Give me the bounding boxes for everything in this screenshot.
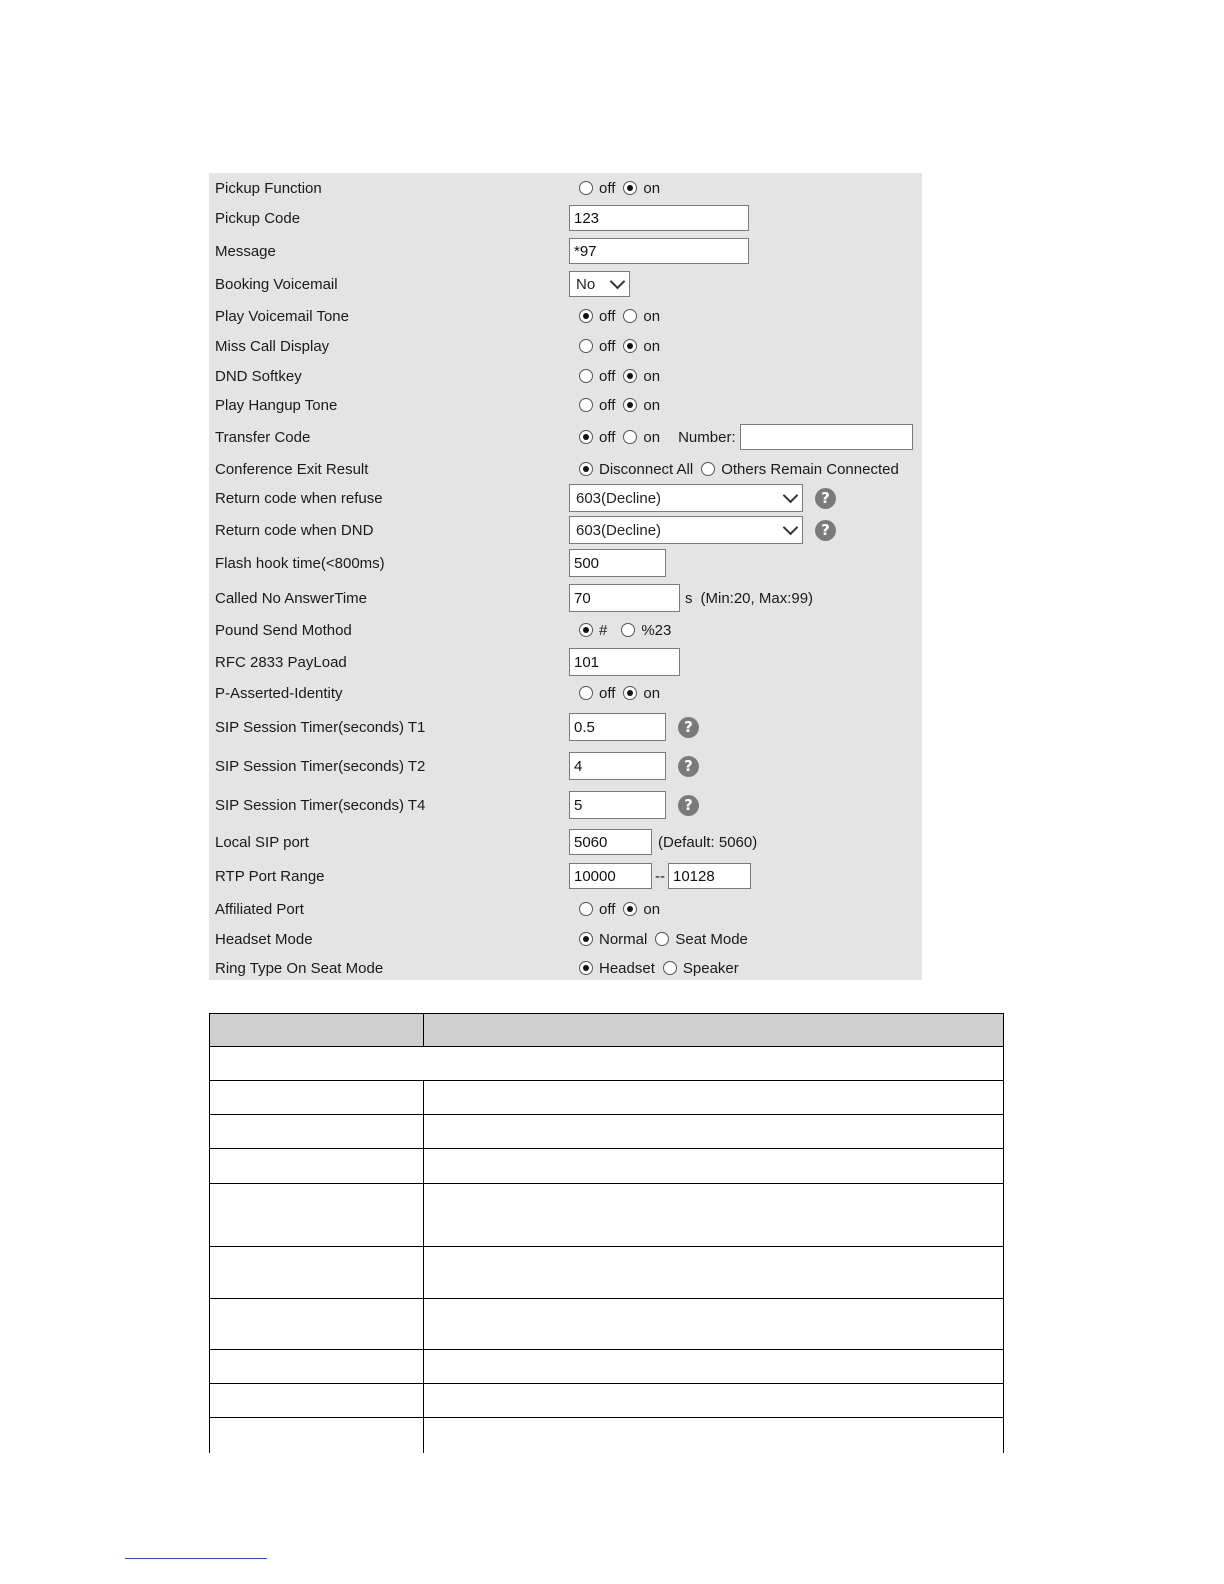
sip-timer-t1-row [209, 712, 922, 742]
pound-send-percent23-radio[interactable] [621, 623, 635, 637]
table-cell [424, 1350, 1004, 1384]
play-hangup-tone-on-label: on [643, 396, 661, 414]
ring-type-speaker-radio[interactable] [663, 961, 677, 975]
affiliated-port-on-label: on [643, 900, 661, 918]
table-cell [210, 1418, 424, 1453]
pickup-function-label: Pickup Function [215, 179, 322, 197]
table-row [210, 1149, 1004, 1183]
return-code-dnd-select[interactable] [569, 516, 803, 544]
headset-mode-row [209, 924, 922, 954]
headset-mode-seat-label: Seat Mode [675, 930, 748, 948]
local-sip-port-label: Local SIP port [215, 833, 309, 851]
table-row [210, 1183, 1004, 1246]
play-voicemail-tone-on-label: on [643, 307, 661, 325]
pound-send-mothod-row [209, 615, 922, 645]
rtp-port-separator: -- [655, 867, 665, 885]
ring-type-headset-radio[interactable] [579, 961, 593, 975]
pickup-code-input[interactable] [569, 205, 749, 231]
miss-call-display-off-radio[interactable] [579, 339, 593, 353]
sip-timer-t2-label: SIP Session Timer(seconds) T2 [215, 757, 426, 775]
called-no-answer-time-unit: s [685, 589, 693, 607]
return-code-dnd-value: 603(Decline) [576, 521, 662, 539]
table-header-row [210, 1014, 1004, 1047]
booking-voicemail-label: Booking Voicemail [215, 275, 338, 293]
transfer-code-off-radio[interactable] [579, 430, 593, 444]
dnd-softkey-label: DND Softkey [215, 367, 302, 385]
sip-timer-t1-label: SIP Session Timer(seconds) T1 [215, 718, 426, 736]
sip-timer-t4-label: SIP Session Timer(seconds) T4 [215, 796, 426, 814]
called-no-answer-time-label: Called No AnswerTime [215, 589, 367, 607]
ring-type-label: Ring Type On Seat Mode [215, 959, 384, 977]
play-voicemail-tone-off-label: off [599, 307, 616, 325]
disconnect-all-radio[interactable] [579, 462, 593, 476]
table-section-row [210, 1047, 1004, 1081]
miss-call-display-on-label: on [643, 337, 661, 355]
pound-send-hash-radio[interactable] [579, 623, 593, 637]
table-cell [424, 1246, 1004, 1298]
pickup-function-off-radio[interactable] [579, 181, 593, 195]
p-asserted-identity-on-radio[interactable] [623, 686, 637, 700]
booking-voicemail-value: No [576, 275, 596, 293]
footnote-separator [125, 1558, 267, 1559]
pickup-function-row [209, 173, 922, 203]
play-hangup-tone-on-radio[interactable] [623, 398, 637, 412]
called-no-answer-time-row [209, 583, 922, 613]
play-hangup-tone-off-label: off [599, 396, 616, 414]
parameter-table [209, 1013, 1004, 1453]
rfc2833-payload-row [209, 647, 922, 677]
headset-mode-label: Headset Mode [215, 930, 313, 948]
transfer-code-on-label: on [643, 428, 661, 446]
play-hangup-tone-label: Play Hangup Tone [215, 396, 338, 414]
sip-timer-t4-row [209, 790, 922, 820]
sip-timer-t2-input[interactable] [569, 752, 666, 780]
return-code-refuse-label: Return code when refuse [215, 489, 383, 507]
miss-call-display-row [209, 331, 922, 361]
message-row [209, 236, 922, 266]
dnd-softkey-on-label: on [643, 367, 661, 385]
return-code-refuse-select[interactable] [569, 484, 803, 512]
table-cell [424, 1418, 1004, 1453]
affiliated-port-on-radio[interactable] [623, 902, 637, 916]
miss-call-display-label: Miss Call Display [215, 337, 330, 355]
local-sip-port-row [209, 827, 922, 857]
p-asserted-identity-label: P-Asserted-Identity [215, 684, 343, 702]
table-cell [210, 1115, 424, 1149]
table-cell [210, 1149, 424, 1183]
p-asserted-identity-row [209, 678, 922, 708]
pickup-function-on-radio[interactable] [623, 181, 637, 195]
play-voicemail-tone-label: Play Voicemail Tone [215, 307, 349, 325]
table-cell [424, 1298, 1004, 1349]
rtp-port-range-label: RTP Port Range [215, 867, 325, 885]
flash-hook-time-input[interactable] [569, 549, 666, 577]
pickup-function-off-label: off [599, 179, 616, 197]
dnd-softkey-on-radio[interactable] [623, 369, 637, 383]
conference-exit-result-label: Conference Exit Result [215, 460, 369, 478]
flash-hook-time-label: Flash hook time(<800ms) [215, 554, 385, 572]
called-no-answer-time-hint: (Min:20, Max:99) [700, 589, 814, 607]
rtp-port-from-input[interactable] [569, 863, 652, 889]
pound-send-mothod-label: Pound Send Mothod [215, 621, 352, 639]
dnd-softkey-off-radio[interactable] [579, 369, 593, 383]
return-code-dnd-label: Return code when DND [215, 521, 374, 539]
table-cell [424, 1081, 1004, 1115]
play-voicemail-tone-row [209, 301, 922, 331]
p-asserted-identity-off-radio[interactable] [579, 686, 593, 700]
called-no-answer-time-input[interactable] [569, 584, 680, 612]
headset-mode-normal-radio[interactable] [579, 932, 593, 946]
flash-hook-time-row [209, 548, 922, 578]
pickup-code-row [209, 203, 922, 233]
affiliated-port-row [209, 894, 922, 924]
booking-voicemail-row [209, 269, 922, 299]
rfc2833-payload-input[interactable] [569, 648, 680, 676]
table-cell [210, 1081, 424, 1115]
sip-timer-t2-row [209, 751, 922, 781]
help-icon[interactable]: ? [678, 795, 699, 816]
local-sip-port-hint: (Default: 5060) [658, 833, 758, 851]
table-cell [210, 1183, 424, 1246]
play-voicemail-tone-on-radio[interactable] [623, 309, 637, 323]
table-cell [424, 1115, 1004, 1149]
message-input[interactable] [569, 238, 749, 264]
sip-timer-t4-input[interactable] [569, 791, 666, 819]
table-cell [210, 1350, 424, 1384]
table-row [210, 1418, 1004, 1453]
settings-panel [209, 173, 922, 980]
p-asserted-identity-off-label: off [599, 684, 616, 702]
table-section-cell [210, 1047, 1004, 1081]
headset-mode-normal-label: Normal [599, 930, 648, 948]
affiliated-port-off-radio[interactable] [579, 902, 593, 916]
others-remain-connected-label: Others Remain Connected [721, 460, 899, 478]
table-cell [424, 1384, 1004, 1418]
chevron-down-icon [610, 274, 626, 290]
transfer-code-label: Transfer Code [215, 428, 311, 446]
conference-exit-result-row [209, 454, 922, 484]
table-cell [210, 1246, 424, 1298]
chevron-down-icon [783, 520, 799, 536]
affiliated-port-label: Affiliated Port [215, 900, 304, 918]
table-cell [210, 1384, 424, 1418]
transfer-code-off-label: off [599, 428, 616, 446]
rtp-port-range-row [209, 861, 922, 891]
table-header-cell [424, 1014, 1004, 1047]
others-remain-connected-radio[interactable] [701, 462, 715, 476]
rfc2833-payload-label: RFC 2833 PayLoad [215, 653, 347, 671]
return-code-refuse-value: 603(Decline) [576, 489, 662, 507]
table-header-cell [210, 1014, 424, 1047]
booking-voicemail-select[interactable] [569, 271, 630, 297]
sip-timer-t1-input[interactable] [569, 713, 666, 741]
table-row [210, 1384, 1004, 1418]
transfer-number-input[interactable] [740, 424, 913, 450]
dnd-softkey-row [209, 361, 922, 391]
pound-send-percent23-label: %23 [641, 621, 672, 639]
miss-call-display-on-radio[interactable] [623, 339, 637, 353]
table-row [210, 1298, 1004, 1349]
rtp-port-to-input[interactable] [668, 863, 751, 889]
dnd-softkey-off-label: off [599, 367, 616, 385]
table-cell [210, 1298, 424, 1349]
headset-mode-seat-radio[interactable] [655, 932, 669, 946]
ring-type-row [209, 953, 922, 983]
p-asserted-identity-on-label: on [643, 684, 661, 702]
help-icon[interactable]: ? [678, 756, 699, 777]
pickup-function-on-label: on [643, 179, 661, 197]
play-hangup-tone-row [209, 390, 922, 420]
help-icon[interactable]: ? [815, 488, 836, 509]
table-row [210, 1081, 1004, 1115]
chevron-down-icon [783, 488, 799, 504]
return-code-dnd-row [209, 515, 922, 545]
return-code-refuse-row [209, 483, 922, 513]
help-icon[interactable]: ? [678, 717, 699, 738]
local-sip-port-input[interactable] [569, 829, 652, 855]
pound-send-hash-label: # [599, 621, 608, 639]
table-cell [424, 1149, 1004, 1183]
help-icon[interactable]: ? [815, 520, 836, 541]
table-row [210, 1350, 1004, 1384]
disconnect-all-label: Disconnect All [599, 460, 694, 478]
play-voicemail-tone-off-radio[interactable] [579, 309, 593, 323]
table-row [210, 1115, 1004, 1149]
affiliated-port-off-label: off [599, 900, 616, 918]
ring-type-speaker-label: Speaker [682, 959, 739, 977]
play-hangup-tone-off-radio[interactable] [579, 398, 593, 412]
transfer-code-on-radio[interactable] [623, 430, 637, 444]
transfer-code-row [209, 422, 922, 452]
message-label: Message [215, 242, 276, 260]
transfer-number-label: Number: [678, 428, 736, 446]
table-cell [424, 1183, 1004, 1246]
miss-call-display-off-label: off [599, 337, 616, 355]
ring-type-headset-label: Headset [599, 959, 655, 977]
pickup-code-label: Pickup Code [215, 209, 301, 227]
table-row [210, 1246, 1004, 1298]
